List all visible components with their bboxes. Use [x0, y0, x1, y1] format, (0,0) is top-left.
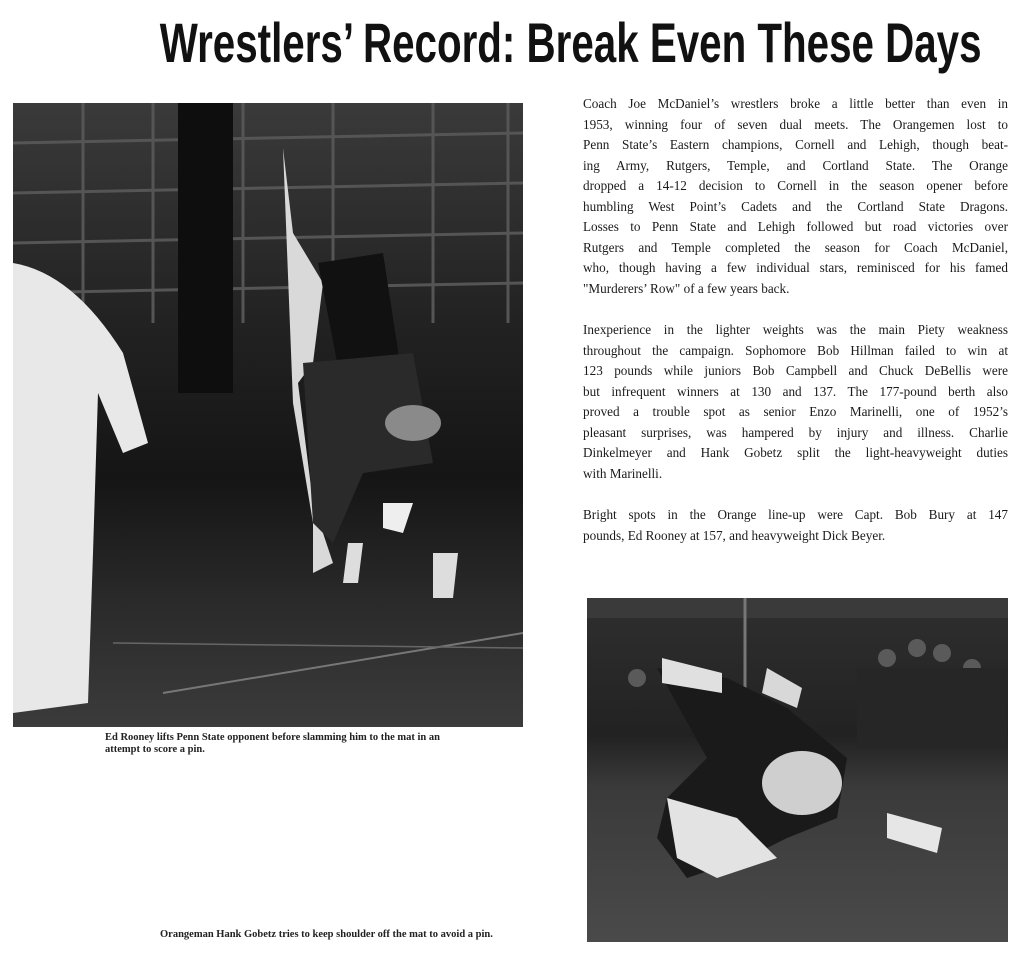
- text-line: Coach Joe McDaniel’s wrestlers broke a little better than even in: [583, 96, 1008, 111]
- photo-caption-2: [160, 929, 590, 941]
- text-line: pleasant surprises, was hampered by injury and illness. Charlie: [583, 424, 1008, 440]
- text-line: Losses to Penn State and Lehigh followed but road victories over: [583, 219, 1008, 234]
- text-line: with Marinelli.: [583, 465, 663, 481]
- text-line: 1953, winning four of seven dual meets. The Orangemen lost to: [583, 116, 1008, 132]
- caption-line: attempt to score a pin.: [105, 744, 205, 755]
- headline: Wrestlers’ Record: Break Even These Days: [159, 11, 982, 74]
- photo-wrestlers-mat: [587, 598, 1008, 942]
- photo-wrestlers-lift: [13, 103, 523, 727]
- article-paragraph-1: [583, 94, 1008, 299]
- text-line: Bright spots in the Orange line-up were Capt. Bob Bury at 147: [583, 507, 1008, 522]
- photo-image: [13, 103, 523, 727]
- photo-caption-1: [105, 732, 535, 756]
- text-line: Penn State’s Eastern champions, Cornell and Lehigh, though beat-: [583, 137, 1008, 152]
- article-paragraph-3: [583, 505, 1008, 546]
- text-line: 123 pounds while juniors Bob Campbell and Chuck DeBellis were: [583, 363, 1008, 378]
- text-line: Inexperience in the lighter weights was the main Piety weakness: [583, 322, 1008, 337]
- text-line: Dinkelmeyer and Hank Gobetz split the light-heavyweight duties: [583, 445, 1008, 460]
- text-line: ing Army, Rutgers, Temple, and Cortland State. The Orange: [583, 157, 1008, 173]
- text-line: humbling West Point’s Cadets and the Cortland State Dragons.: [583, 198, 1008, 214]
- photo-image: [587, 598, 1008, 942]
- text-line: proved a trouble spot as senior Enzo Marinelli, one of 1952’s: [583, 404, 1008, 419]
- text-line: who, though having a few individual stars, reminisced for his famed: [583, 260, 1008, 275]
- text-line: throughout the campaign. Sophomore Bob Hillman failed to win at: [583, 342, 1008, 358]
- text-line: "Murderers’ Row" of a few years back.: [583, 280, 790, 296]
- text-line: but infrequent winners at 130 and 137. The 177-pound berth also: [583, 383, 1008, 399]
- text-line: dropped a 14-12 decision to Cornell in the season opener before: [583, 178, 1008, 193]
- article-paragraph-2: [583, 320, 1008, 484]
- text-line: pounds, Ed Rooney at 157, and heavyweight Dick Beyer.: [583, 527, 886, 543]
- caption-line: Ed Rooney lifts Penn State opponent before slamming him to the mat in an: [105, 732, 440, 743]
- text-line: Rutgers and Temple completed the season for Coach McDaniel,: [583, 239, 1008, 255]
- caption-line: Orangeman Hank Gobetz tries to keep shoulder off the mat to avoid a pin.: [160, 929, 493, 940]
